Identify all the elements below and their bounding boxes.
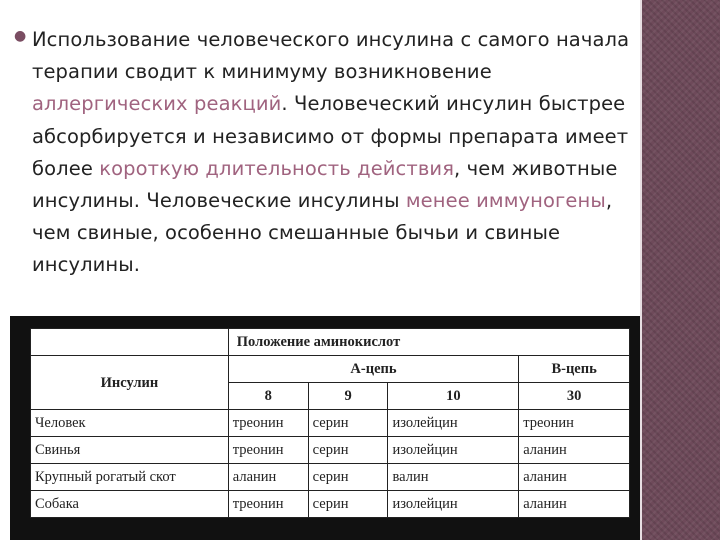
amino-cell: треонин (228, 437, 308, 464)
amino-cell: валин (388, 464, 519, 491)
table-header-row (31, 356, 630, 383)
amino-cell: серин (308, 437, 388, 464)
position-header: 9 (308, 383, 388, 410)
text-segment: Использование человеческого инсулина с самого начала терапии сводит к минимуму возникновение (32, 28, 630, 84)
decorative-sidebar (642, 0, 720, 540)
amino-cell: треонин (228, 410, 308, 437)
text-segment: , чем свиные, особенно смешанные бычьи и свиные инсулины. (32, 189, 613, 277)
circle-bullet-icon: ● (14, 28, 27, 44)
amino-cell: изолейцин (388, 437, 519, 464)
highlight-allergic-reactions: аллергических реакций (32, 92, 282, 116)
text-segment: , чем животные инсулины. Человеческие инсулины (32, 156, 618, 213)
highlight-short-duration: короткую длительность действия (99, 156, 455, 180)
table-caption-row (31, 329, 630, 356)
species-cell: Человек (31, 410, 229, 437)
amino-cell: треонин (519, 410, 630, 437)
text-segment: . Человеческий инсулин быстрее абсорбируется и независимо от формы препарата имеет более (32, 92, 629, 180)
b-chain-header: В-цепь (519, 356, 630, 383)
amino-cell: серин (308, 410, 388, 437)
a-chain-header: А-цепь (228, 356, 518, 383)
position-header: 8 (228, 383, 308, 410)
amino-cell: аланин (519, 437, 630, 464)
main-paragraph (32, 24, 640, 282)
table-row (31, 464, 630, 491)
species-cell: Свинья (31, 437, 229, 464)
species-cell: Крупный рогатый скот (31, 464, 229, 491)
highlight-less-immunogenic: менее иммуногены (405, 189, 606, 213)
amino-cell: серин (308, 491, 388, 518)
species-cell: Собака (31, 491, 229, 518)
amino-cell: изолейцин (388, 410, 519, 437)
amino-acid-table (30, 328, 630, 518)
amino-cell: серин (308, 464, 388, 491)
table-row (31, 410, 630, 437)
slide-text-block (14, 24, 640, 282)
amino-cell: аланин (228, 464, 308, 491)
table-row (31, 491, 630, 518)
table-row (31, 437, 630, 464)
position-header: 30 (519, 383, 630, 410)
sidebar-divider (640, 0, 642, 540)
amino-cell: аланин (519, 464, 630, 491)
amino-cell: изолейцин (388, 491, 519, 518)
table-caption: Положение аминокислот (228, 329, 629, 356)
insulin-column-header: Инсулин (31, 356, 229, 410)
amino-cell: треонин (228, 491, 308, 518)
position-header: 10 (388, 383, 519, 410)
amino-cell: аланин (519, 491, 630, 518)
